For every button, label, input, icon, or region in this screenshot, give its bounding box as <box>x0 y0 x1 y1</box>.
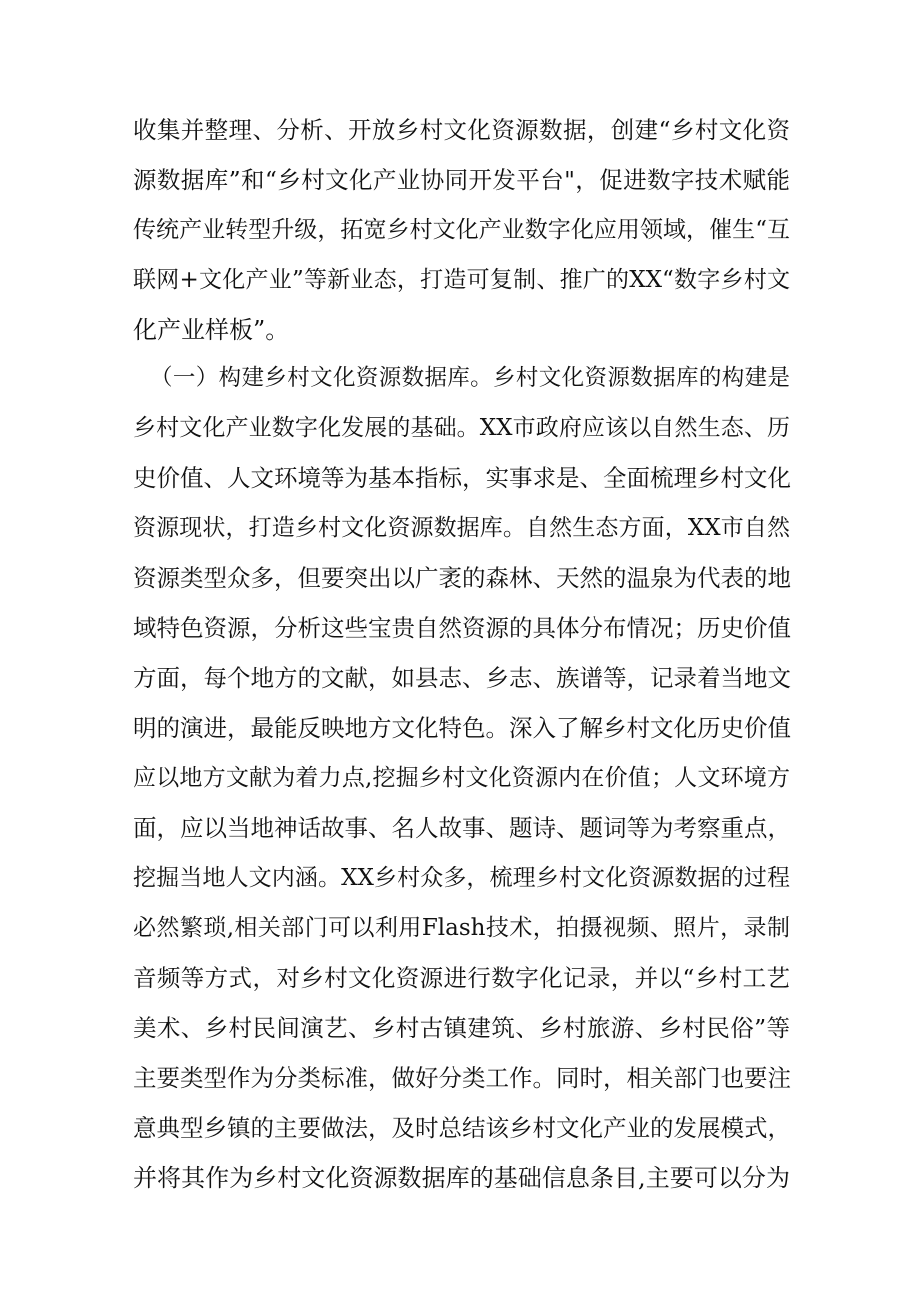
paragraph-2-line-9: 应以地方文献为着力点,挖掘乡村文化资源内在价值；人文环境方 <box>133 765 790 791</box>
paragraph-2-line-17: 并将其作为乡村文化资源数据库的基础信息条目,主要可以分为 <box>133 1164 790 1192</box>
paragraph-2-line-16: 意典型乡镇的主要做法，及时总结该乡村文化产业的发展模式， <box>133 1114 791 1142</box>
paragraph-2-line-7: 方面，每个地方的文献，如县志、乡志、族谱等，记录着当地文 <box>133 664 791 692</box>
paragraph-2-line-12: 必然繁琐,相关部门可以利用Flash技术，拍摄视频、照片，录制 <box>133 915 790 941</box>
paragraph-2-line-11: 挖掘当地人文内涵。XX乡村众多，梳理乡村文化资源数据的过程 <box>133 865 790 891</box>
paragraph-1-line-1: 收集并整理、分析、开放乡村文化资源数据，创建“乡村文化资 <box>133 116 790 144</box>
paragraph-1-line-2: 源数据库”和“乡村文化产业协同开发平台"，促进数字技术赋能 <box>133 166 790 194</box>
paragraph-1-line-3: 传统产业转型升级，拓宽乡村文化产业数字化应用领域，催生“互 <box>133 217 790 243</box>
paragraph-2-line-2: 乡村文化产业数字化发展的基础。XX市政府应该以自然生态、历 <box>133 415 790 441</box>
paragraph-1-line-4: 联网+文化产业”等新业态，打造可复制、推广的XX“数字乡村文 <box>133 267 790 293</box>
paragraph-2-line-3: 史价值、人文环境等为基本指标，实事求是、全面梳理乡村文化 <box>133 464 791 492</box>
paragraph-2-line-4: 资源现状，打造乡村文化资源数据库。自然生态方面，XX市自然 <box>133 515 790 541</box>
paragraph-1-line-5: 化产业样板”。 <box>133 316 290 344</box>
paragraph-2-line-8: 明的演进，最能反映地方文化特色。深入了解乡村文化历史价值 <box>133 714 791 742</box>
paragraph-2-line-14: 美术、乡村民间演艺、乡村古镇建筑、乡村旅游、乡村民俗”等 <box>133 1014 790 1042</box>
paragraph-2-line-5: 资源类型众多，但要突出以广袤的森林、天然的温泉为代表的地 <box>133 564 791 592</box>
paragraph-2-line-6: 域特色资源，分析这些宝贵自然资源的具体分布情况；历史价值 <box>133 614 791 642</box>
paragraph-2-line-15: 主要类型作为分类标准，做好分类工作。同时，相关部门也要注 <box>133 1064 791 1092</box>
paragraph-2-line-10: 面，应以当地神话故事、名人故事、题诗、题词等为考察重点， <box>133 814 791 842</box>
paragraph-2-line-13: 音频等方式，对乡村文化资源进行数字化记录，并以“乡村工艺 <box>133 964 790 992</box>
paragraph-2-line-1: （一）构建乡村文化资源数据库。乡村文化资源数据库的构建是 <box>150 365 790 391</box>
